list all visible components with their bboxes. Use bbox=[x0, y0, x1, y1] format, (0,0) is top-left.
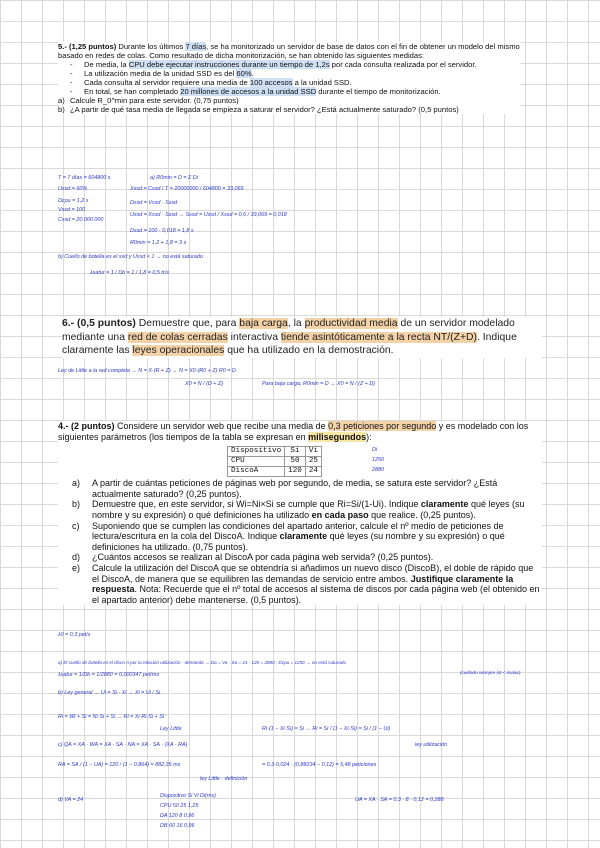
p4-item-c: c) Suponiendo que se cumplen las condiciones del apartado anterior, calcule el nº medio de peticiones de lectura/escritura en la cola del DiscoA. Indique claramente qué leyes (su nombre y su expresión) o qué definiciones ha utilizado. (0,75 puntos). bbox=[72, 520, 505, 552]
p5-title: 5.- (1,25 puntos) bbox=[58, 42, 117, 51]
hand-note: DB 60 16 0,96 bbox=[160, 823, 195, 829]
p4-item-d: d) ¿Cuántos accesos se realizan al DiscoA por cada página web servida? (0,25 puntos). bbox=[72, 552, 434, 563]
hand-note: T = 7 días = 604800 s bbox=[58, 175, 111, 181]
p5-question-a: a) Calcule R_0^min para este servidor. (0,75 puntos) bbox=[58, 96, 239, 105]
list-item: - Cada consulta al servidor requiere una media de 100 accesos a la unidad SSD. bbox=[70, 78, 352, 87]
hand-note: b) Ley general → Ui = Si · Xi → Xi = Ui / Si bbox=[58, 690, 161, 696]
hand-note: RA = SA / (1 − UA) = 120 / (1 − 0,864) = 882,35 ms bbox=[58, 762, 181, 768]
hand-note: Ley Little bbox=[160, 726, 182, 732]
hand-note: = 0,3·0,024 · (0,88234 − 0,12) = 5,48 peticiones bbox=[262, 762, 377, 768]
table-row: CPU 50 25 bbox=[228, 457, 322, 467]
device-table bbox=[227, 446, 322, 477]
hand-note: b) Cuello de botella es el ssd y Ussd < 1 → no está saturado bbox=[58, 254, 203, 260]
p5-measures-list bbox=[58, 60, 520, 96]
p4-intro: 4.- (2 puntos) Considere un servidor web que recibe una media de 0,3 peticiones por segundo y es modelado con los siguientes parámetros (los tiempos de la tabla se expresan en milisegundos): bbox=[58, 421, 529, 442]
p4-item-a: a) A partir de cuántas peticiones de páginas web por segundo, de media, se satura este servidor? ¿Está actualmente saturado? (0,25 puntos). bbox=[72, 478, 498, 499]
hand-note: a) R0min = D = Σ Di bbox=[150, 175, 198, 181]
p4-title: 4.- (2 puntos) bbox=[58, 421, 115, 431]
hand-note: Para baja carga, R0min = D → X0 = N / (Z + D) bbox=[262, 381, 376, 387]
list-item: - La utilización media de la unidad SSD es del 60%. bbox=[70, 69, 254, 78]
hand-note: Ri = Wi + Si = Ni·Si + Si → Ri = Xi·Ri·Si + Si bbox=[58, 714, 164, 720]
table-row: Dispositivo Si Vi bbox=[228, 447, 322, 457]
hand-note: R0min = 1,2 + 1,8 = 3 s bbox=[130, 240, 187, 246]
hand-note: Cssd = 20.000.000 bbox=[58, 217, 104, 223]
hand-note: Dispositivo Si Vi Di(ms) bbox=[160, 793, 216, 799]
problem-6-statement: 6.- (0,5 puntos) Demuestre que, para baja carga, la productividad media de un servidor modelado mediante una red de colas cerradas interactiva tiende asintóticamente a la recta NT/(Z+D). Indique claramente las leyes operacionales que ha utilizado en la demostración. bbox=[62, 317, 542, 358]
p4-item-e: e) Calcule la utilización del DiscoA que se obtendría si añadimos un nuevo disco (DiscoB), el doble de rápido que el DiscoA, de manera que se equilibren las demandas de servicio entre ambos. Justifique claramente la respuesta. Nota: Recuerde que el nº total de accesos al sistema de discos por cada página web (el obtenido en el apartado anterior) debe mantenerse. (0,5 puntos). bbox=[72, 562, 540, 605]
p5-intro: 5.- (1,25 puntos) Durante los últimos 7 días, se ha monitorizado un servidor de base de datos con el fin de obtener un modelo del mismo basado en redes de colas. Como resultado de dicha monitorización, se han obtenido las siguientes medidas: bbox=[58, 42, 520, 60]
hand-note: Di bbox=[372, 447, 378, 453]
hand-note: UA = XA · SA = 0,3 · 8 · 0,12 = 0,288 bbox=[355, 797, 444, 803]
list-item: - De media, la CPU debe ejecutar instrucciones durante un tiempo de 1,2s por cada consulta realizada por el servidor. bbox=[70, 60, 477, 69]
hand-note: Ussd = 60% bbox=[58, 186, 88, 192]
table-row: DiscoA 120 24 bbox=[228, 467, 322, 477]
problem-5-statement bbox=[58, 42, 520, 114]
hand-note: ley Little · definición bbox=[200, 776, 248, 782]
hand-note: d) VA = 24 bbox=[58, 797, 84, 803]
hand-note: X0 = N / (D + Z) bbox=[185, 381, 224, 387]
hand-note: CPU 50 25 1,25 bbox=[160, 803, 199, 809]
hand-note: 1250 bbox=[372, 457, 384, 463]
hand-note: Vssd = 100 bbox=[58, 207, 86, 213]
hand-note: Ussd = Xssd · Sssd → Sssd = Ussd / Xssd = 0,6 / 33,069 = 0,018 bbox=[130, 212, 287, 218]
hand-note: 2880 bbox=[372, 467, 384, 473]
p6-title: 6.- (0,5 puntos) bbox=[62, 318, 136, 329]
hand-note: Ley de Little a la red completa → N = X·(R + Z) → N = X0·(R0 + Z) R0 = D bbox=[58, 368, 236, 374]
p4-item-b: b) Demuestre que, en este servidor, si Wi=Ni×Si se cumple que Ri=Si/(1-Ui). Indique claramente qué leyes (su nombre y su expresión) o qué definiciones ha utilizado en cada paso que realice. (0,25 puntos). bbox=[72, 499, 525, 520]
hand-note: λsatur = 1/Db = 1/2880 = 0,000347 pet/ms bbox=[58, 672, 160, 678]
hand-note: a) El cuello de botella es el disco A por la relación utilización · demanda → Da = Va · Sa = 24 · 120 = 2880 ; Dcpu = 1250 → no está saturado bbox=[58, 660, 347, 665]
hand-note: DA 120 8 0,96 bbox=[160, 813, 195, 819]
hand-note: Dssd = Vssd · Sssd bbox=[130, 200, 178, 206]
hand-note: ley utilización bbox=[415, 742, 448, 748]
list-item: - En total, se han completado 20 millones de accesos a la unidad SSD durante el tiempo de monitorización. bbox=[70, 87, 441, 96]
hand-note: (cuidado siempre λ0 < λsatur) bbox=[460, 670, 521, 675]
hand-note: Dssd = 100 · 0,018 = 1,8 s bbox=[130, 228, 194, 234]
hand-note: c) QA = XA · WA = XA · SA · NA = XA · SA · (XA · RA) bbox=[58, 742, 188, 748]
hand-note: Ri·(1 − Xi·Si) = Si → Ri = Si / (1 − Xi·Si) = Si / (1 − Ui) bbox=[262, 726, 391, 732]
hand-note: Xssd = Cssd / T = 20000000 / 604800 = 33,069 bbox=[130, 186, 244, 192]
hand-note: Dcpu = 1,2 s bbox=[58, 198, 89, 204]
hand-note: λ0 = 0,3 pet/s bbox=[58, 632, 91, 638]
p5-question-b: b) ¿A partir de qué tasa media de llegada se empieza a saturar el servidor? ¿Está actualmente saturado? (0,5 puntos) bbox=[58, 105, 459, 114]
hand-note: λsatur = 1 / Db = 1 / 1,8 = 0,5 tr/s bbox=[90, 270, 169, 276]
